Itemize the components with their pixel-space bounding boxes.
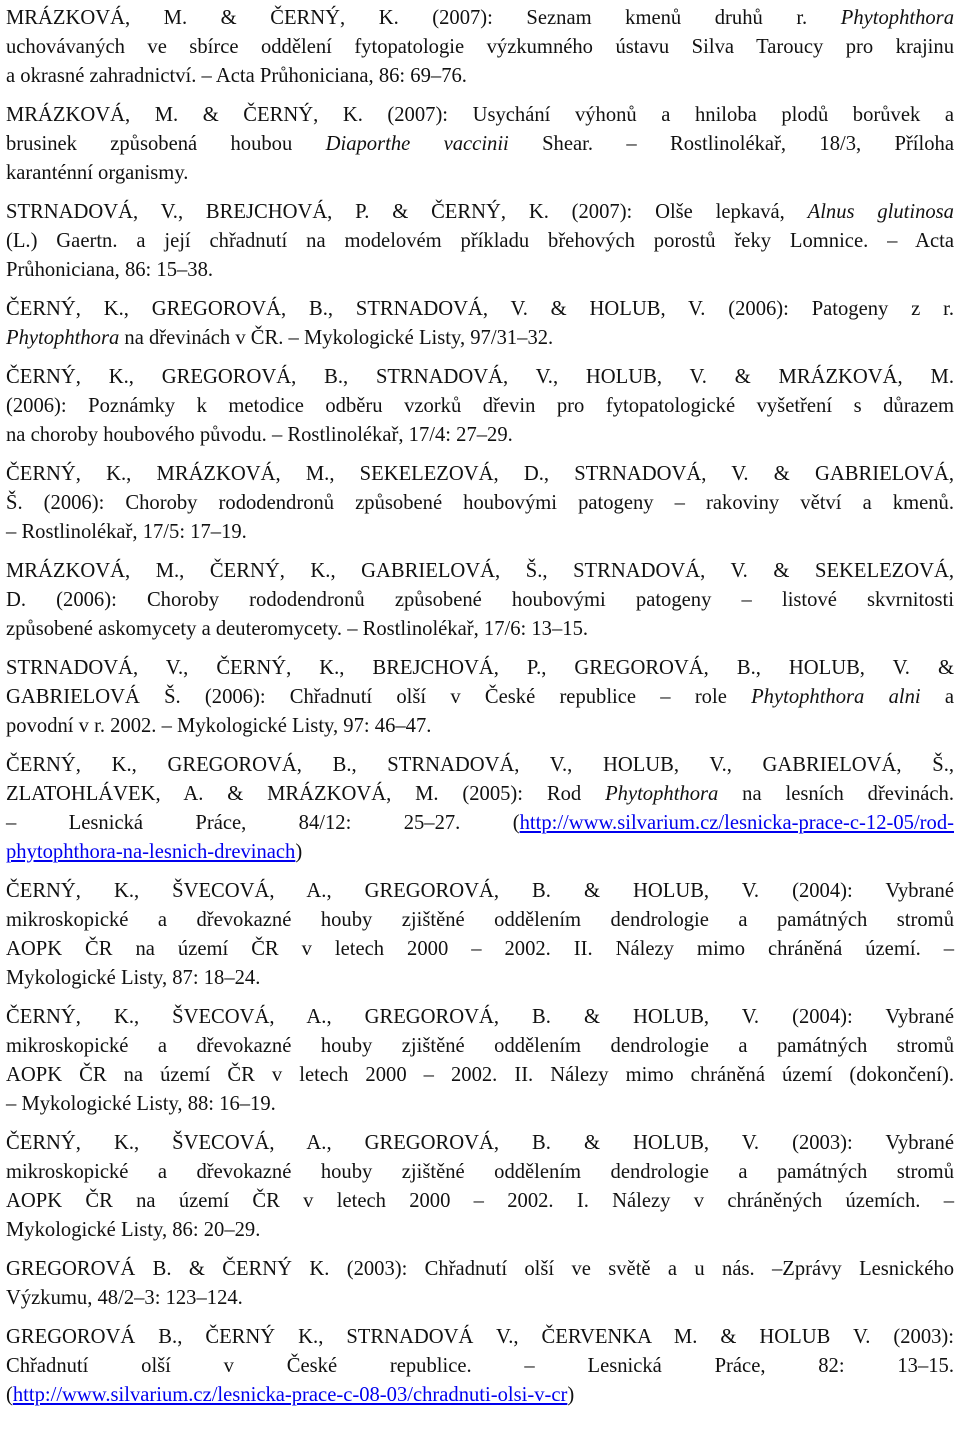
reference-entry <box>6 363 954 450</box>
reference-line <box>6 363 954 392</box>
reference-text: povodní v r. 2002. – Mykologické Listy, 97: 46–47. <box>6 715 432 737</box>
reference-text: brusinek způsobená houbou <box>6 133 326 155</box>
reference-text: AOPK ČR na území ČR v letech 2000 – 2002. I. Nálezy v chráněných územích. – <box>6 1190 954 1212</box>
reference-line <box>6 1061 954 1090</box>
reference-line <box>6 1216 954 1245</box>
taxon-name: Phytophthora alni <box>751 686 921 708</box>
reference-text: (2006): Poznámky k metodice odběru vzorků dřevin pro fytopatologické vyšetření s důrazem <box>6 395 954 417</box>
reference-text: MRÁZKOVÁ, M. & ČERNÝ, K. (2007): Usychání výhonů a hniloba plodů borůvek a <box>6 104 954 126</box>
reference-line <box>6 421 954 450</box>
reference-line <box>6 130 954 159</box>
reference-entry <box>6 198 954 285</box>
reference-line <box>6 780 954 809</box>
reference-line <box>6 751 954 780</box>
reference-text: a okrasné zahradnictví. – Acta Průhoniciana, 86: 69–76. <box>6 65 467 87</box>
reference-text: ( <box>6 1384 13 1406</box>
reference-text: na lesních dřevinách. <box>718 783 954 805</box>
reference-line <box>6 1158 954 1187</box>
reference-line <box>6 295 954 324</box>
reference-text: Průhoniciana, 86: 15–38. <box>6 259 214 281</box>
reference-text: ) <box>295 841 303 863</box>
reference-text: Výzkumu, 48/2–3: 123–124. <box>6 1287 243 1309</box>
reference-line <box>6 712 954 741</box>
reference-line <box>6 838 954 867</box>
reference-entry <box>6 4 954 91</box>
reference-line <box>6 935 954 964</box>
reference-line <box>6 557 954 586</box>
reference-entry <box>6 1129 954 1245</box>
reference-line <box>6 683 954 712</box>
reference-text: Chřadnutí olší v České republice. – Lesnická Práce, 82: 13–15. <box>6 1355 954 1377</box>
reference-line <box>6 227 954 256</box>
reference-text: STRNADOVÁ, V., ČERNÝ, K., BREJCHOVÁ, P., GREGOROVÁ, B., HOLUB, V. & <box>6 657 954 679</box>
reference-text: STRNADOVÁ, V., BREJCHOVÁ, P. & ČERNÝ, K. (2007): Olše lepkavá, <box>6 201 808 223</box>
reference-line <box>6 1032 954 1061</box>
reference-text: Mykologické Listy, 87: 18–24. <box>6 967 261 989</box>
reference-entry <box>6 1003 954 1119</box>
reference-line <box>6 256 954 285</box>
reference-text: MRÁZKOVÁ, M., ČERNÝ, K., GABRIELOVÁ, Š., STRNADOVÁ, V. & SEKELEZOVÁ, <box>6 560 954 582</box>
reference-line <box>6 1129 954 1158</box>
reference-entry <box>6 1323 954 1410</box>
reference-line <box>6 159 954 188</box>
reference-line <box>6 101 954 130</box>
reference-entry <box>6 460 954 547</box>
reference-line <box>6 1090 954 1119</box>
taxon-name: Phytophthora <box>6 327 120 349</box>
reference-text: Mykologické Listy, 86: 20–29. <box>6 1219 261 1241</box>
reference-line <box>6 460 954 489</box>
reference-text: – Lesnická Práce, 84/12: 25–27. ( <box>6 812 520 834</box>
reference-text: ZLATOHLÁVEK, A. & MRÁZKOVÁ, M. (2005): Rod <box>6 783 606 805</box>
reference-text: – Rostlinolékař, 17/5: 17–19. <box>6 521 247 543</box>
reference-text: ČERNÝ, K., ŠVECOVÁ, A., GREGOROVÁ, B. & HOLUB, V. (2003): Vybrané <box>6 1132 954 1154</box>
reference-entry <box>6 557 954 644</box>
reference-text: ČERNÝ, K., ŠVECOVÁ, A., GREGOROVÁ, B. & HOLUB, V. (2004): Vybrané <box>6 880 954 902</box>
reference-line <box>6 62 954 91</box>
reference-entry <box>6 1255 954 1313</box>
reference-line <box>6 654 954 683</box>
reference-entry <box>6 751 954 867</box>
reference-text: mikroskopické a dřevokazné houby zjištěné oddělením dendrologie a památných stromů <box>6 1035 954 1057</box>
reference-text: GREGOROVÁ B. & ČERNÝ K. (2003): Chřadnutí olší ve světě a u nás. –Zprávy Lesnického <box>6 1258 954 1280</box>
reference-line <box>6 906 954 935</box>
reference-text: – Mykologické Listy, 88: 16–19. <box>6 1093 276 1115</box>
reference-text: ČERNÝ, K., GREGOROVÁ, B., STRNADOVÁ, V. & HOLUB, V. (2006): Patogeny z r. <box>6 298 954 320</box>
taxon-name: Phytophthora <box>605 783 719 805</box>
reference-text: GABRIELOVÁ Š. (2006): Chřadnutí olší v České republice – role <box>6 686 752 708</box>
reference-text: ČERNÝ, K., MRÁZKOVÁ, M., SEKELEZOVÁ, D., STRNADOVÁ, V. & GABRIELOVÁ, <box>6 463 954 485</box>
reference-line <box>6 4 954 33</box>
reference-line <box>6 809 954 838</box>
reference-link[interactable]: http://www.silvarium.cz/lesnicka-prace-c-08-03/chradnuti-olsi-v-cr <box>12 1384 568 1406</box>
reference-text: mikroskopické a dřevokazné houby zjištěné oddělením dendrologie a památných stromů <box>6 1161 954 1183</box>
reference-entry <box>6 877 954 993</box>
reference-line <box>6 586 954 615</box>
taxon-name: Diaporthe vaccinii <box>325 133 509 155</box>
reference-line <box>6 1352 954 1381</box>
reference-line <box>6 1003 954 1032</box>
reference-line <box>6 518 954 547</box>
reference-text: ČERNÝ, K., ŠVECOVÁ, A., GREGOROVÁ, B. & HOLUB, V. (2004): Vybrané <box>6 1006 954 1028</box>
reference-line <box>6 1323 954 1352</box>
reference-list <box>6 4 954 1410</box>
reference-line <box>6 324 954 353</box>
reference-text: ) <box>567 1384 575 1406</box>
reference-text: MRÁZKOVÁ, M. & ČERNÝ, K. (2007): Seznam kmenů druhů r. <box>6 7 841 29</box>
reference-entry <box>6 101 954 188</box>
reference-text: mikroskopické a dřevokazné houby zjištěné oddělením dendrologie a památných stromů <box>6 909 954 931</box>
reference-entry <box>6 295 954 353</box>
reference-text: Shear. – Rostlinolékař, 18/3, Příloha <box>508 133 954 155</box>
reference-entry <box>6 654 954 741</box>
reference-text: způsobené askomycety a deuteromycety. – Rostlinolékař, 17/6: 13–15. <box>6 618 589 640</box>
taxon-name: Alnus glutinosa <box>807 201 954 223</box>
reference-line <box>6 33 954 62</box>
reference-text: AOPK ČR na území ČR v letech 2000 – 2002. II. Nálezy mimo chráněná území. – <box>6 938 954 960</box>
reference-line <box>6 615 954 644</box>
reference-text: D. (2006): Choroby rododendronů způsobené houbovými patogeny – listové skvrnitosti <box>6 589 954 611</box>
reference-line <box>6 877 954 906</box>
reference-line <box>6 392 954 421</box>
reference-text: (L.) Gaertn. a její chřadnutí na modelovém příkladu břehových porostů řeky Lomnice. – Acta <box>6 230 954 252</box>
reference-line <box>6 1255 954 1284</box>
reference-link[interactable]: phytophthora-na-lesnich-drevinach <box>6 841 296 863</box>
reference-text: GREGOROVÁ B., ČERNÝ K., STRNADOVÁ V., ČERVENKA M. & HOLUB V. (2003): <box>6 1326 954 1348</box>
reference-text: Š. (2006): Choroby rododendronů způsobené houbovými patogeny – rakoviny větví a kmenů. <box>6 492 954 514</box>
reference-line <box>6 964 954 993</box>
taxon-name: Phytophthora <box>840 7 954 29</box>
reference-text: ČERNÝ, K., GREGOROVÁ, B., STRNADOVÁ, V., HOLUB, V., GABRIELOVÁ, Š., <box>6 754 954 776</box>
reference-line <box>6 489 954 518</box>
reference-text: ČERNÝ, K., GREGOROVÁ, B., STRNADOVÁ, V., HOLUB, V. & MRÁZKOVÁ, M. <box>6 366 954 388</box>
reference-line <box>6 198 954 227</box>
reference-text: AOPK ČR na území ČR v letech 2000 – 2002. II. Nálezy mimo chráněná území (dokončení). <box>6 1064 954 1086</box>
reference-line <box>6 1381 954 1410</box>
reference-text: a <box>920 686 954 708</box>
reference-line <box>6 1284 954 1313</box>
reference-line <box>6 1187 954 1216</box>
reference-text: karanténní organismy. <box>6 162 189 184</box>
reference-link[interactable]: http://www.silvarium.cz/lesnicka-prace-c-12-05/rod- <box>519 812 954 834</box>
reference-text: na dřevinách v ČR. – Mykologické Listy, 97/31–32. <box>119 327 554 349</box>
reference-text: na choroby houbového původu. – Rostlinolékař, 17/4: 27–29. <box>6 424 513 446</box>
reference-text: uchovávaných ve sbírce oddělení fytopatologie výzkumného ústavu Silva Taroucy pro krajinu <box>6 36 954 58</box>
